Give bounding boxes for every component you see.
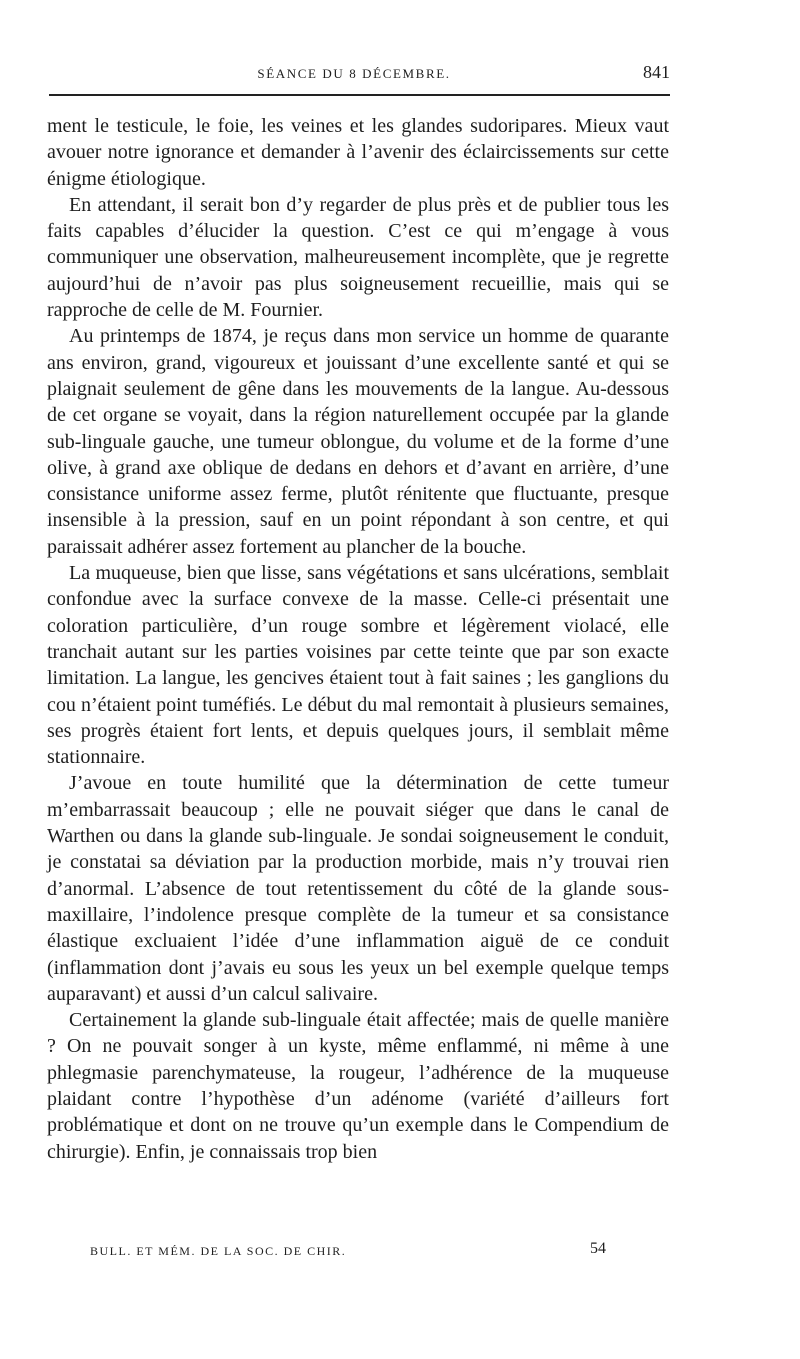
paragraph: Certainement la glande sub-linguale était affectée; mais de quelle manière ? On ne pouvait songer à un kyste, même enflammé, ni même à une phlegmasie parenchymateuse, la rougeur, l’adhérence de la muqueuse plaidant contre l’hypothèse d’un adénome (variété d’ailleurs fort problématique et dont on ne trouve qu’un exemple dans le Compendium de chirurgie). Enfin, je connaissais trop bien [47,1009,669,1163]
body-text [47,113,669,1165]
paragraph-continuation: ment le testicule, le foie, les veines et les glandes sudoripares. Mieux vaut avouer notre ignorance et demander à l’avenir des éclaircissements sur cette énigme étiologique. [47,115,669,190]
header-rule [49,94,670,96]
paragraph: J’avoue en toute humilité que la détermination de cette tumeur m’embarrassait beaucoup ; elle ne pouvait siéger que dans le canal de Warthen ou dans la glande sub-linguale. Je sondai soigneusement le conduit, je constatai sa déviation par la production morbide, mais n’y trouvai rien d’anormal. L’absence de tout retentissement du côté de la glande sous-maxillaire, l’indolence presque complète de la tumeur et sa consistance élastique excluaient l’idée d’une inflammation aiguë de ce conduit (inflammation dont j’avais eu sous les yeux un bel exemple quelque temps auparavant) et aussi d’un calcul salivaire. [47,772,669,1005]
paragraph: Au printemps de 1874, je reçus dans mon service un homme de quarante ans environ, grand, vigoureux et jouissant d’une excellente santé et qui se plaignait seulement de gêne dans les mouvements de la langue. Au-dessous de cet organe se voyait, dans la région naturellement occupée par la glande sub-linguale gauche, une tumeur oblongue, du volume et de la forme d’une olive, à grand axe oblique de dedans en dehors et d’avant en arrière, d’une consistance uniforme assez ferme, plutôt rénitente que fluctuante, presque insensible à la pression, sauf en un point répondant à son centre, et qui paraissait adhérer assez fortement au plancher de la bouche. [47,325,669,558]
page-number: 841 [643,62,670,82]
running-header: SÉANCE DU 8 DÉCEMBRE. [257,66,451,81]
footer-signature-mark: 54 [590,1240,606,1257]
paragraph: La muqueuse, bien que lisse, sans végétations et sans ulcérations, semblait confondue avec la surface convexe de la masse. Celle-ci présentait une coloration particulière, d’un rouge sombre et légèrement violacé, elle tranchait autant sur les parties voisines par cette teinte que par son exacte limitation. La langue, les gencives étaient tout à fait saines ; les ganglions du cou n’étaient point tuméfiés. Le début du mal remontait à plusieurs semaines, ses progrès étaient fort lents, et depuis quelques jours, il semblait même stationnaire. [47,562,669,769]
footer-journal-title: BULL. ET MÉM. DE LA SOC. DE CHIR. [90,1244,347,1258]
paragraph: En attendant, il serait bon d’y regarder de plus près et de publier tous les faits capables d’élucider la question. C’est ce qui m’engage à vous communiquer une observation, malheureusement incomplète, que je regrette aujourd’hui de n’avoir pas plus soigneusement recueillie, mais qui se rapproche de celle de M. Fournier. [47,193,669,322]
